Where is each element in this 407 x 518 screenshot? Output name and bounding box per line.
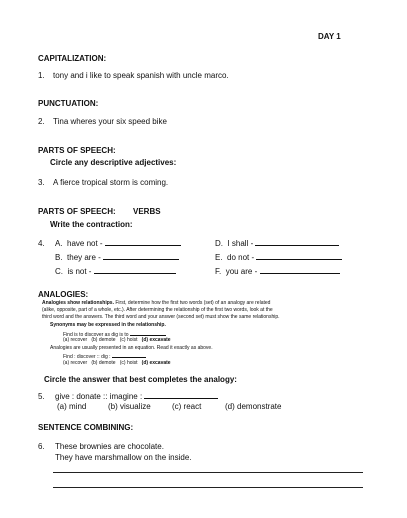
analogies-intro-line-3: third word and the answers. The third word and your answer (second set) must show the same relationship.	[42, 314, 280, 320]
punctuation-heading: PUNCTUATION:	[38, 99, 99, 108]
combining-sentence-2: They have marshmallow on the inside.	[55, 453, 192, 462]
example-choice: (d) excavate	[141, 337, 171, 343]
contraction-letter: C.	[55, 267, 63, 276]
contraction-item-e	[215, 253, 342, 262]
example-choice: (a) recover	[63, 360, 88, 366]
question-number-6: 6.	[38, 442, 45, 451]
contraction-item-b	[55, 253, 179, 262]
contraction-instruction: Write the contraction:	[50, 220, 133, 229]
contraction-letter: F.	[215, 267, 222, 276]
analogy-choice-c[interactable]: (c) react	[172, 402, 202, 411]
adjectives-heading: PARTS OF SPEECH:	[38, 146, 116, 155]
contraction-prompt: I shall -	[227, 239, 254, 248]
example-choice: (a) recover	[63, 337, 88, 343]
answer-blank[interactable]	[94, 267, 176, 274]
example-choice: (d) excavate	[141, 360, 171, 366]
adjectives-sentence: A fierce tropical storm is coming.	[53, 178, 169, 187]
answer-blank[interactable]	[144, 392, 218, 399]
analogies-heading: ANALOGIES:	[38, 290, 89, 299]
analogy-choice-a[interactable]: (a) mind	[57, 402, 87, 411]
question-number-1: 1.	[38, 71, 45, 80]
contraction-letter: A.	[55, 239, 63, 248]
analogies-intro-line-1	[42, 300, 270, 306]
synonyms-note: Synonyms may be expressed in the relationship.	[50, 322, 166, 328]
capitalization-heading: CAPITALIZATION:	[38, 54, 107, 63]
contraction-item-c	[55, 267, 176, 276]
example-choice: (c) hoist	[119, 337, 138, 343]
question-number-5: 5.	[38, 392, 45, 401]
example-choice: (b) demote	[91, 360, 116, 366]
verbs-subheading: VERBS	[133, 207, 161, 216]
contraction-prompt: have not -	[67, 239, 103, 248]
question-number-2: 2.	[38, 117, 45, 126]
example-choice: (b) demote	[91, 337, 116, 343]
punctuation-sentence: Tina wheres your six speed bike	[53, 117, 167, 126]
analogy-question-text: give : donate :: imagine :	[55, 392, 143, 401]
answer-blank[interactable]	[105, 239, 181, 246]
contraction-item-a	[55, 239, 181, 248]
example-1-text: Find is to discover as dig is to	[63, 332, 129, 338]
analogy-instruction: Circle the answer that best completes the analogy:	[44, 375, 237, 384]
verbs-heading: PARTS OF SPEECH:	[38, 207, 116, 216]
contraction-prompt: do not -	[227, 253, 255, 262]
example-choice: (c) hoist	[119, 360, 138, 366]
example-2-choices	[63, 360, 171, 366]
day-label: DAY 1	[318, 32, 341, 41]
contraction-item-d	[215, 239, 339, 248]
answer-blank[interactable]	[256, 253, 342, 260]
sentence-combining-heading: SENTENCE COMBINING:	[38, 423, 134, 432]
analogy-choice-b[interactable]: (b) visualize	[108, 402, 151, 411]
question-number-3: 3.	[38, 178, 45, 187]
answer-blank[interactable]	[255, 239, 339, 246]
example-blank	[130, 330, 166, 336]
answer-line-1[interactable]	[53, 472, 363, 473]
contraction-letter: E.	[215, 253, 223, 262]
analogy-choice-d[interactable]: (d) demonstrate	[225, 402, 282, 411]
answer-line-2[interactable]	[53, 487, 363, 488]
contraction-letter: B.	[55, 253, 63, 262]
capitalization-sentence: tony and i like to speak spanish with uncle marco.	[53, 71, 229, 80]
adjectives-instruction: Circle any descriptive adjectives:	[50, 158, 177, 167]
example-2-text: Find : discover :: dig :	[63, 354, 111, 360]
analogies-intro-line-2: (alike, opposite, part of a whole, etc.). After determining the relationship of the first two words, look at the	[42, 307, 273, 313]
combining-sentence-1: These brownies are chocolate.	[55, 442, 164, 451]
example-2-prompt	[63, 352, 146, 360]
example-blank	[112, 352, 146, 358]
contraction-item-f	[215, 267, 340, 276]
example-1-choices	[63, 337, 171, 343]
answer-blank[interactable]	[260, 267, 340, 274]
analogies-lead-text: First, determine how the first two words (set) of an analogy are related	[115, 300, 271, 306]
question-number-4: 4.	[38, 239, 45, 248]
equation-note: Analogies are usually presented in an equation. Read it exactly as above.	[50, 345, 213, 351]
answer-blank[interactable]	[103, 253, 179, 260]
contraction-prompt: they are -	[67, 253, 101, 262]
analogies-lead: Analogies show relationships.	[42, 300, 114, 306]
contraction-prompt: you are -	[225, 267, 258, 276]
contraction-letter: D.	[215, 239, 223, 248]
contraction-prompt: is not -	[67, 267, 92, 276]
analogy-question	[55, 392, 218, 401]
